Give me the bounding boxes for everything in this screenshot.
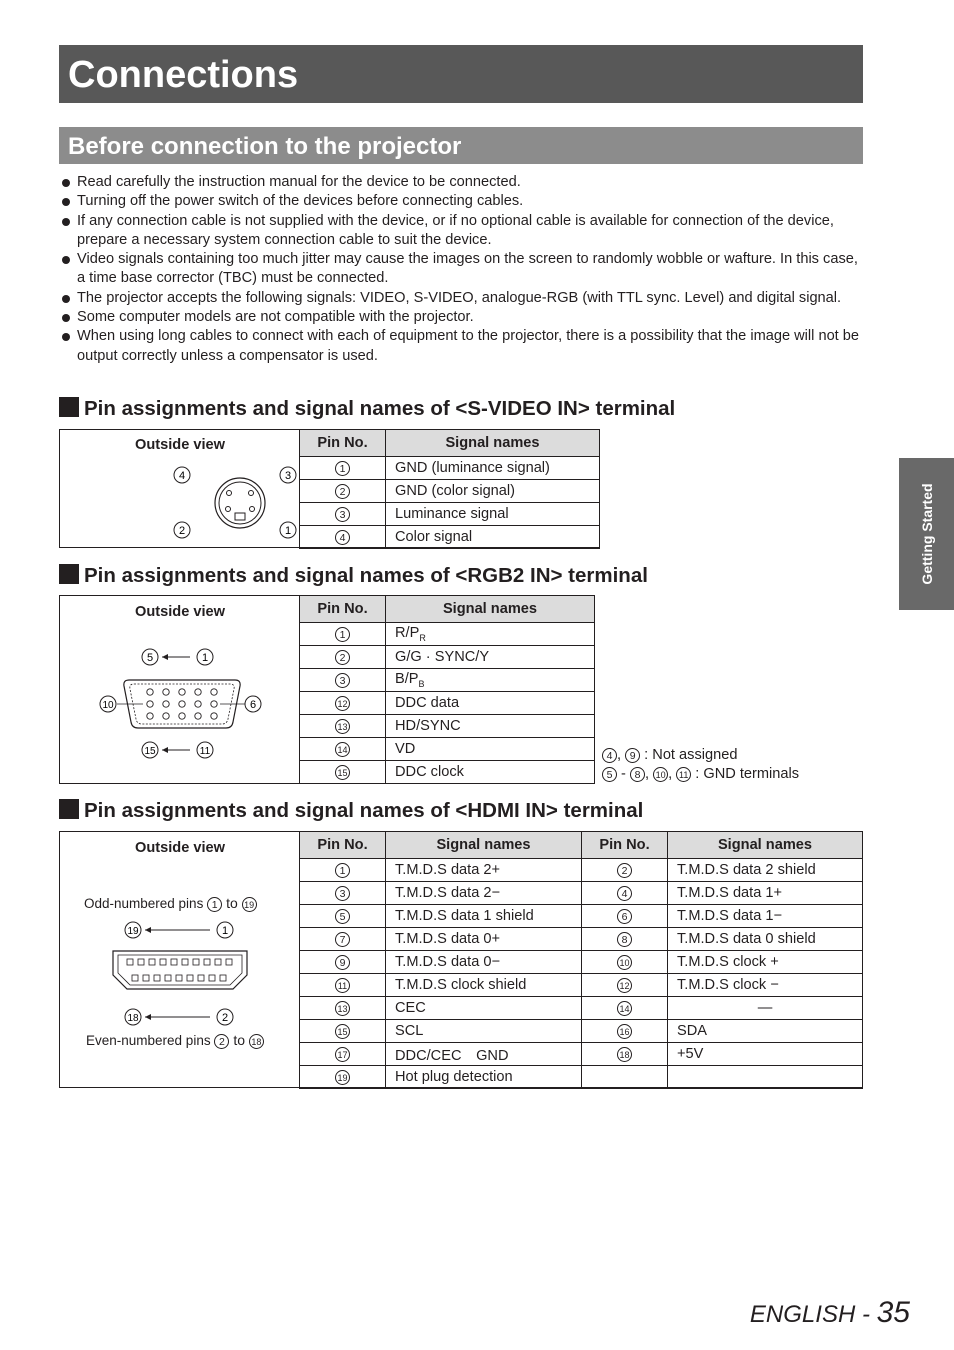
svg-text:4: 4 (178, 470, 186, 482)
table-row (300, 1066, 863, 1089)
table-row (300, 859, 863, 882)
page-number: 35 (876, 1296, 910, 1329)
svideo-heading: Pin assignments and signal names of <S-VIDEO IN> terminal (59, 397, 675, 421)
list-item: The projector accepts the following signals: VIDEO, S-VIDEO, analogue-RGB (with TTL sync. Level) and digital signal. (59, 289, 869, 308)
bullet-icon (62, 198, 70, 206)
svg-text:6: 6 (249, 699, 257, 711)
pin-number: 11 (335, 978, 350, 993)
pin-number: 9 (625, 748, 640, 763)
bullet-icon (62, 179, 70, 187)
hdmi-box (59, 831, 863, 1088)
pin-label-circle (245, 696, 261, 712)
pin-no-header: Pin No. (300, 832, 386, 859)
table-row (300, 503, 600, 526)
pin-no-header: Pin No. (582, 832, 668, 859)
pin-number: 10 (617, 955, 632, 970)
dsub-connector-diagram (95, 644, 270, 764)
pin-label-circle (197, 742, 213, 758)
signal-name: $B/P_B$ (386, 669, 595, 692)
svg-text:5: 5 (146, 652, 154, 664)
hdmi-pin-table (299, 831, 863, 1089)
pin-label-circle (100, 696, 116, 712)
pin-number: 3 (335, 507, 350, 522)
signal-name: T.M.D.S data 1+ (668, 882, 863, 905)
signal-name: GND (luminance signal) (386, 457, 600, 480)
pin-label-circle (174, 522, 190, 538)
signal-name: VD (386, 738, 595, 761)
svg-text:3: 3 (284, 470, 292, 482)
pin-number: 10 (653, 767, 668, 782)
pin-number: 8 (617, 932, 632, 947)
signal-name: T.M.D.S data 2+ (386, 859, 582, 882)
table-row (300, 951, 863, 974)
pin-label-circle (217, 922, 233, 938)
signal-name: T.M.D.S clock shield (386, 974, 582, 997)
bullet-icon (62, 314, 70, 322)
pin-number: 1 (335, 627, 350, 642)
pin-number: 7 (335, 932, 350, 947)
pin-number: 19 (242, 897, 257, 912)
pin-number: 8 (630, 767, 645, 782)
pin-number: 13 (335, 1001, 350, 1016)
empty-cell (582, 1066, 668, 1089)
pin-number: 6 (617, 909, 632, 924)
pin-number: 16 (617, 1024, 632, 1039)
bullet-icon (62, 218, 70, 226)
table-row (300, 669, 595, 692)
pin-number: 11 (676, 767, 691, 782)
pin-number: 2 (335, 484, 350, 499)
hdmi-connector-diagram (105, 917, 265, 1032)
pin-number: 1 (207, 897, 222, 912)
pin-number: 19 (335, 1070, 350, 1085)
signal-name: T.M.D.S data 0 shield (668, 928, 863, 951)
signal-name: T.M.D.S data 2 shield (668, 859, 863, 882)
svg-text:2: 2 (178, 525, 186, 537)
table-row (300, 905, 863, 928)
svideo-pin-2 (226, 507, 231, 512)
table-header-row (300, 832, 863, 859)
pin-number: 3 (335, 886, 350, 901)
list-item: Turning off the power switch of the devices before connecting cables. (59, 192, 869, 211)
table-row (300, 457, 600, 480)
svg-text:10: 10 (102, 700, 114, 711)
pin-number: 12 (335, 696, 350, 711)
pin-number: 4 (617, 886, 632, 901)
svideo-pin-table (299, 429, 600, 549)
svideo-box (59, 429, 600, 548)
signal-name: T.M.D.S clock − (668, 974, 863, 997)
pin-number: 3 (335, 673, 350, 688)
pin-number: 15 (335, 1024, 350, 1039)
table-row (300, 761, 595, 784)
signal-name: DDC clock (386, 761, 595, 784)
signal-name: DDC/CEC GND (386, 1043, 582, 1066)
svg-text:1: 1 (201, 652, 209, 664)
arrowhead (162, 654, 168, 660)
signal-name: — (668, 997, 863, 1020)
rgb2-pin-table (299, 595, 595, 784)
empty-cell (668, 1066, 863, 1089)
table-row (300, 646, 595, 669)
pin-number: 13 (335, 719, 350, 734)
table-row (300, 526, 600, 549)
pin-number: 12 (617, 978, 632, 993)
bullet-icon (62, 295, 70, 303)
arrowhead (162, 747, 168, 753)
signal-name: T.M.D.S data 0− (386, 951, 582, 974)
pin-number: 1 (335, 461, 350, 476)
footer-language: ENGLISH - (749, 1301, 870, 1328)
pin-label-circle (280, 522, 296, 538)
pin-number: 18 (617, 1047, 632, 1062)
signal-name: Luminance signal (386, 503, 600, 526)
pin-no-header: Pin No. (300, 596, 386, 623)
svg-text:11: 11 (199, 746, 211, 757)
pin-label-circle (217, 1009, 233, 1025)
pin-number: 4 (602, 748, 617, 763)
signal-name: +5V (668, 1043, 863, 1066)
hdmi-inner (118, 955, 242, 985)
side-tab (899, 458, 954, 610)
pin-number: 5 (335, 909, 350, 924)
signal-name: $R/P_R$ (386, 623, 595, 646)
list-item: Video signals containing too much jitter may cause the images on the screen to randomly wobble or wafture. In this case, a time base corrector (TBC) must be connected. (59, 250, 869, 289)
pin-no-header: Pin No. (300, 430, 386, 457)
list-item: Some computer models are not compatible with the projector. (59, 308, 869, 327)
signal-name: SCL (386, 1020, 582, 1043)
signal-name: DDC data (386, 692, 595, 715)
svg-text:18: 18 (127, 1013, 139, 1024)
list-item: When using long cables to connect with each of equipment to the projector, there is a possibility that the image will not be output correctly unless a compensator is used. (59, 327, 869, 366)
square-bullet-icon (59, 799, 79, 819)
signal-name: HD/SYNC (386, 715, 595, 738)
signal-name: Color signal (386, 526, 600, 549)
rgb2-note-gnd: 5 - 8 , 10 , 11 : GND terminals (602, 765, 799, 785)
signal-names-header: Signal names (386, 430, 600, 457)
arrowhead (145, 927, 151, 933)
table-row (300, 1020, 863, 1043)
svg-text:19: 19 (127, 926, 139, 937)
title-bar (59, 45, 863, 103)
table-row (300, 692, 595, 715)
page-footer (750, 1296, 910, 1330)
pin-label-circle (142, 649, 158, 665)
pin-number: 17 (335, 1047, 350, 1062)
table-header-row (300, 596, 595, 623)
square-bullet-icon (59, 397, 79, 417)
signal-name: G/G · SYNC/Y (386, 646, 595, 669)
pin-label-circle (280, 467, 296, 483)
outside-view-label: Outside view (134, 840, 226, 856)
pin-number: 2 (335, 650, 350, 665)
signal-name: GND (color signal) (386, 480, 600, 503)
svideo-connector-inner (219, 482, 261, 524)
pin-number: 5 (602, 767, 617, 782)
pin-number: 15 (335, 765, 350, 780)
pin-number: 2 (214, 1034, 229, 1049)
svg-text:1: 1 (221, 925, 229, 937)
dsub-inner (130, 684, 234, 724)
signal-names-header: Signal names (668, 832, 863, 859)
square-bullet-icon (59, 564, 79, 584)
rgb2-note-not-assigned: 4 , 9 : Not assigned (602, 746, 737, 766)
signal-name: T.M.D.S data 1 shield (386, 905, 582, 928)
precautions-list (59, 173, 869, 366)
page-title: Connections (68, 54, 299, 96)
signal-name: T.M.D.S data 0+ (386, 928, 582, 951)
svg-text:2: 2 (221, 1012, 229, 1024)
pin-number: 2 (617, 863, 632, 878)
table-row (300, 715, 595, 738)
signal-name: Hot plug detection (386, 1066, 582, 1089)
table-row (300, 974, 863, 997)
arrowhead (145, 1014, 151, 1020)
hdmi-heading: Pin assignments and signal names of <HDMI IN> terminal (59, 799, 643, 823)
table-row (300, 928, 863, 951)
table-row (300, 1043, 863, 1066)
signal-name: T.M.D.S clock + (668, 951, 863, 974)
table-row (300, 997, 863, 1020)
pin-number: 14 (335, 742, 350, 757)
svideo-pin-1 (250, 507, 255, 512)
svideo-connector-diagram (170, 460, 300, 545)
outside-view-label: Outside view (134, 437, 226, 453)
even-pins-label: Even-numbered pins 2 to 18 (86, 1032, 264, 1049)
odd-pins-label: Odd-numbered pins 1 to 19 (84, 895, 257, 912)
bullet-icon (62, 256, 70, 264)
pin-number: 9 (335, 955, 350, 970)
signal-name: T.M.D.S data 1− (668, 905, 863, 928)
table-row (300, 882, 863, 905)
svideo-key (235, 513, 245, 520)
subtitle-bar (59, 127, 863, 164)
rgb2-heading: Pin assignments and signal names of <RGB2 IN> terminal (59, 564, 648, 588)
svg-text:1: 1 (284, 525, 292, 537)
pin-label-circle (125, 922, 141, 938)
signal-name: T.M.D.S data 2− (386, 882, 582, 905)
svideo-pin-4 (227, 491, 232, 496)
signal-names-header: Signal names (386, 596, 595, 623)
side-tab-label: Getting Started (918, 483, 935, 585)
list-item: Read carefully the instruction manual for the device to be connected. (59, 173, 869, 192)
signal-name: CEC (386, 997, 582, 1020)
rgb2-box (59, 595, 595, 784)
svideo-pin-3 (249, 491, 254, 496)
pin-number: 1 (335, 863, 350, 878)
hdmi-pins (127, 959, 232, 981)
bullet-icon (62, 333, 70, 341)
table-row (300, 623, 595, 646)
table-row (300, 480, 600, 503)
dsub-pins (147, 689, 217, 719)
list-item: If any connection cable is not supplied with the device, or if no optional cable is available for connection of the device, prepare a necessary system connection cable to suit the device. (59, 212, 869, 251)
hdmi-shell (113, 951, 247, 989)
pin-label-circle (142, 742, 158, 758)
signal-name: SDA (668, 1020, 863, 1043)
pin-label-circle (174, 467, 190, 483)
table-row (300, 738, 595, 761)
outside-view-label: Outside view (134, 604, 226, 620)
signal-names-header: Signal names (386, 832, 582, 859)
table-header-row (300, 430, 600, 457)
pin-label-circle (197, 649, 213, 665)
pin-number: 14 (617, 1001, 632, 1016)
pin-number: 4 (335, 530, 350, 545)
pin-number: 18 (249, 1034, 264, 1049)
svg-text:15: 15 (144, 746, 156, 757)
section-subtitle: Before connection to the projector (68, 133, 462, 160)
pin-label-circle (125, 1009, 141, 1025)
